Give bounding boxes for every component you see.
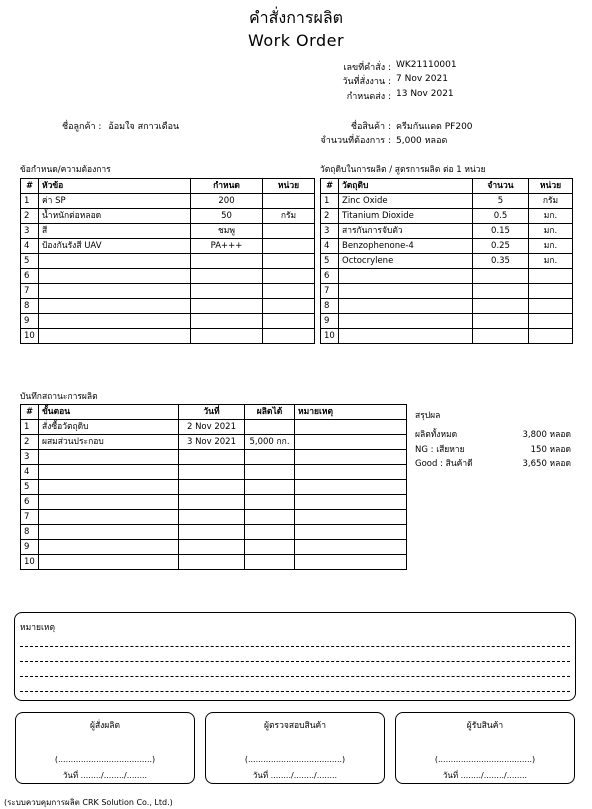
unit-cell: [263, 269, 315, 284]
order-number-label: เลขที่คำสั่ง :: [343, 63, 391, 73]
material-cell: Zinc Oxide: [339, 194, 473, 209]
topic-cell: [39, 284, 191, 299]
col-header-step: ขั้นตอน: [39, 405, 179, 420]
table-row: [321, 314, 573, 329]
summary-good-label: Good : สินค้าดี: [415, 459, 473, 469]
quantity-label: จำนวนที่ต้องการ :: [320, 136, 391, 146]
material-cell: [339, 284, 473, 299]
topic-cell: น้ำหนักต่อหลอด: [39, 209, 191, 224]
remark-cell: [295, 495, 407, 510]
remark-cell: [295, 420, 407, 435]
row-number-cell: 4: [21, 239, 39, 254]
topic-cell: [39, 254, 191, 269]
amount-cell: 0.25: [473, 239, 529, 254]
amount-cell: 0.35: [473, 254, 529, 269]
customer-label: ชื่อลูกค้า :: [62, 122, 102, 132]
row-number-cell: 1: [21, 194, 39, 209]
materials-header-row: [321, 179, 573, 194]
table-row: [321, 194, 573, 209]
row-number-cell: 6: [21, 269, 39, 284]
step-cell: [39, 525, 179, 540]
col-header-topic: หัวข้อ: [39, 179, 191, 194]
summary-ng-value: 150 หลอด: [530, 445, 571, 455]
order-date-label: วันที่สั่งงาน :: [342, 77, 391, 87]
table-row: [21, 269, 315, 284]
summary-total-label: ผลิตทั้งหมด: [415, 430, 458, 440]
topic-cell: [39, 329, 191, 344]
production-header-row: [21, 405, 407, 420]
spec-cell: PA+++: [191, 239, 263, 254]
document-title-thai: คำสั่งการผลิต: [248, 8, 344, 27]
table-row: [21, 314, 315, 329]
col-header-spec: กำหนด: [191, 179, 263, 194]
material-cell: [339, 314, 473, 329]
row-number-cell: 8: [321, 299, 339, 314]
table-row: [321, 329, 573, 344]
table-row: [21, 239, 315, 254]
date-cell: [179, 495, 245, 510]
amount-cell: [473, 269, 529, 284]
remarks-title: หมายเหตุ: [20, 623, 55, 633]
material-cell: [339, 299, 473, 314]
amount-cell: [473, 284, 529, 299]
requirements-section-title: ข้อกำหนด/ความต้องการ: [20, 165, 111, 175]
unit-cell: [263, 329, 315, 344]
unit-cell: [529, 269, 573, 284]
table-row: [321, 299, 573, 314]
unit-cell: [263, 284, 315, 299]
topic-cell: [39, 314, 191, 329]
spec-cell: ชมพู: [191, 224, 263, 239]
amount-cell: [473, 329, 529, 344]
table-row: [21, 194, 315, 209]
unit-cell: [263, 224, 315, 239]
row-number-cell: 9: [21, 540, 39, 555]
table-row: [321, 209, 573, 224]
table-row: [21, 299, 315, 314]
summary-good-value: 3,650 หลอด: [522, 459, 571, 469]
table-row: [21, 209, 315, 224]
col-header-number: #: [21, 405, 39, 420]
table-row: [21, 555, 407, 570]
summary-total-row: [415, 427, 571, 441]
produced-cell: [245, 465, 295, 480]
unit-cell: [263, 254, 315, 269]
product-value: ครีมกันแดด PF200: [396, 122, 473, 132]
col-header-number: #: [21, 179, 39, 194]
summary-ng-label: NG : เสียหาย: [415, 445, 465, 455]
row-number-cell: 5: [21, 254, 39, 269]
document-title-english: Work Order: [247, 31, 345, 50]
topic-cell: สี: [39, 224, 191, 239]
summary-title: สรุปผล: [415, 411, 441, 421]
unit-cell: [263, 299, 315, 314]
amount-cell: [473, 299, 529, 314]
row-number-cell: 4: [321, 239, 339, 254]
table-row: [21, 224, 315, 239]
order-number-value: WK21110001: [396, 60, 457, 70]
col-header-unit: หน่วย: [263, 179, 315, 194]
unit-cell: กรัม: [529, 194, 573, 209]
produced-cell: [245, 510, 295, 525]
row-number-cell: 2: [21, 435, 39, 450]
topic-cell: [39, 299, 191, 314]
remark-cell: [295, 435, 407, 450]
produced-cell: [245, 525, 295, 540]
unit-cell: [529, 314, 573, 329]
table-row: [21, 480, 407, 495]
signature-title: ผู้ตรวจสอบสินค้า: [264, 721, 326, 731]
col-header-number: #: [321, 179, 339, 194]
material-cell: สารกันการจับตัว: [339, 224, 473, 239]
row-number-cell: 10: [321, 329, 339, 344]
table-row: [21, 329, 315, 344]
remark-cell: [295, 450, 407, 465]
date-cell: [179, 465, 245, 480]
step-cell: ผสมส่วนประกอบ: [39, 435, 179, 450]
amount-cell: 0.15: [473, 224, 529, 239]
table-row: [21, 435, 407, 450]
topic-cell: ป้องกันรังสี UAV: [39, 239, 191, 254]
spec-cell: 200: [191, 194, 263, 209]
unit-cell: มก.: [529, 209, 573, 224]
produced-cell: [245, 480, 295, 495]
material-cell: Octocrylene: [339, 254, 473, 269]
row-number-cell: 10: [21, 555, 39, 570]
production-table: [20, 404, 407, 570]
row-number-cell: 5: [321, 254, 339, 269]
step-cell: [39, 480, 179, 495]
produced-cell: [245, 450, 295, 465]
remarks-box: [14, 612, 576, 701]
amount-cell: 5: [473, 194, 529, 209]
table-row: [321, 284, 573, 299]
order-date-value: 7 Nov 2021: [396, 74, 448, 84]
row-number-cell: 2: [321, 209, 339, 224]
spec-cell: [191, 299, 263, 314]
amount-cell: [473, 314, 529, 329]
remarks-line: [20, 676, 570, 677]
spec-cell: 50: [191, 209, 263, 224]
remark-cell: [295, 525, 407, 540]
table-row: [21, 254, 315, 269]
produced-cell: [245, 495, 295, 510]
signature-date-line: วันที่ ......../......../........: [62, 771, 148, 780]
step-cell: [39, 465, 179, 480]
table-row: [21, 540, 407, 555]
step-cell: [39, 540, 179, 555]
signature-name-line: (.....................................): [244, 755, 346, 764]
summary-total-value: 3,800 หลอด: [522, 430, 571, 440]
row-number-cell: 9: [321, 314, 339, 329]
unit-cell: [529, 299, 573, 314]
date-cell: [179, 450, 245, 465]
row-number-cell: 7: [21, 284, 39, 299]
row-number-cell: 1: [321, 194, 339, 209]
produced-cell: [245, 420, 295, 435]
remarks-line: [20, 691, 570, 692]
date-cell: [179, 525, 245, 540]
signature-date-line: วันที่ ......../......../........: [252, 771, 338, 780]
row-number-cell: 3: [21, 450, 39, 465]
spec-cell: [191, 254, 263, 269]
table-row: [21, 525, 407, 540]
unit-cell: [529, 329, 573, 344]
materials-section-title: วัตถุดิบในการผลิต / สูตรการผลิต ต่อ 1 หน่วย: [320, 165, 486, 175]
col-header-material: วัตถุดิบ: [339, 179, 473, 194]
remark-cell: [295, 540, 407, 555]
signature-name-line: (.....................................): [54, 755, 156, 764]
row-number-cell: 7: [321, 284, 339, 299]
quantity-value: 5,000 หลอด: [396, 136, 448, 146]
table-row: [321, 224, 573, 239]
summary-good-row: [415, 456, 571, 470]
remarks-line: [20, 646, 570, 647]
table-row: [21, 420, 407, 435]
material-cell: [339, 329, 473, 344]
material-cell: Benzophenone-4: [339, 239, 473, 254]
product-label: ชื่อสินค้า :: [350, 122, 391, 132]
row-number-cell: 7: [21, 510, 39, 525]
date-cell: [179, 480, 245, 495]
table-row: [21, 495, 407, 510]
table-row: [21, 510, 407, 525]
date-cell: [179, 540, 245, 555]
footer-text: (ระบบควบคุมการผลิต CRK Solution Co., Ltd.): [4, 798, 173, 807]
unit-cell: [263, 314, 315, 329]
row-number-cell: 8: [21, 299, 39, 314]
customer-row: [62, 119, 179, 133]
topic-cell: [39, 269, 191, 284]
unit-cell: มก.: [529, 224, 573, 239]
amount-cell: 0.5: [473, 209, 529, 224]
row-number-cell: 8: [21, 525, 39, 540]
step-cell: [39, 495, 179, 510]
row-number-cell: 6: [321, 269, 339, 284]
signature-title: ผู้สั่งผลิต: [89, 721, 121, 731]
signature-box-receiver: [395, 712, 575, 784]
due-date-label: กำหนดส่ง :: [346, 92, 391, 102]
materials-table: [320, 178, 573, 344]
material-cell: [339, 269, 473, 284]
spec-cell: [191, 329, 263, 344]
requirements-table: [20, 178, 315, 344]
produced-cell: [245, 555, 295, 570]
spec-cell: [191, 314, 263, 329]
signature-title: ผู้รับสินค้า: [466, 721, 504, 731]
remarks-line: [20, 661, 570, 662]
unit-cell: มก.: [529, 254, 573, 269]
row-number-cell: 9: [21, 314, 39, 329]
date-cell: 2 Nov 2021: [179, 420, 245, 435]
requirements-header-row: [21, 179, 315, 194]
col-header-unit: หน่วย: [529, 179, 573, 194]
table-row: [21, 450, 407, 465]
row-number-cell: 2: [21, 209, 39, 224]
due-date-value: 13 Nov 2021: [396, 89, 454, 99]
material-cell: Titanium Dioxide: [339, 209, 473, 224]
row-number-cell: 3: [21, 224, 39, 239]
topic-cell: ค่า SP: [39, 194, 191, 209]
row-number-cell: 10: [21, 329, 39, 344]
step-cell: [39, 450, 179, 465]
produced-cell: [245, 540, 295, 555]
table-row: [21, 284, 315, 299]
spec-cell: [191, 284, 263, 299]
signature-name-line: (.....................................): [434, 755, 536, 764]
step-cell: [39, 555, 179, 570]
col-header-amount: จำนวน: [473, 179, 529, 194]
unit-cell: มก.: [529, 239, 573, 254]
col-header-remark: หมายเหตุ: [295, 405, 407, 420]
signature-date-line: วันที่ ......../......../........: [442, 771, 528, 780]
table-row: [321, 239, 573, 254]
signature-box-orderer: [15, 712, 195, 784]
row-number-cell: 5: [21, 480, 39, 495]
table-row: [21, 465, 407, 480]
unit-cell: [263, 239, 315, 254]
customer-value: อ้อมใจ สกาวเดือน: [108, 122, 180, 132]
remark-cell: [295, 510, 407, 525]
date-cell: 3 Nov 2021: [179, 435, 245, 450]
table-row: [321, 269, 573, 284]
step-cell: [39, 510, 179, 525]
signature-box-inspector: [205, 712, 385, 784]
remark-cell: [295, 480, 407, 495]
step-cell: สั่งซื้อวัตถุดิบ: [39, 420, 179, 435]
unit-cell: กรัม: [263, 209, 315, 224]
production-section-title: บันทึกสถานะการผลิต: [20, 392, 98, 402]
summary-ng-row: [415, 442, 571, 456]
remark-cell: [295, 555, 407, 570]
row-number-cell: 6: [21, 495, 39, 510]
row-number-cell: 3: [321, 224, 339, 239]
row-number-cell: 4: [21, 465, 39, 480]
table-row: [321, 254, 573, 269]
remark-cell: [295, 465, 407, 480]
produced-cell: 5,000 กก.: [245, 435, 295, 450]
unit-cell: [529, 284, 573, 299]
unit-cell: [263, 194, 315, 209]
col-header-produced: ผลิตได้: [245, 405, 295, 420]
row-number-cell: 1: [21, 420, 39, 435]
date-cell: [179, 555, 245, 570]
date-cell: [179, 510, 245, 525]
col-header-date: วันที่: [179, 405, 245, 420]
spec-cell: [191, 269, 263, 284]
